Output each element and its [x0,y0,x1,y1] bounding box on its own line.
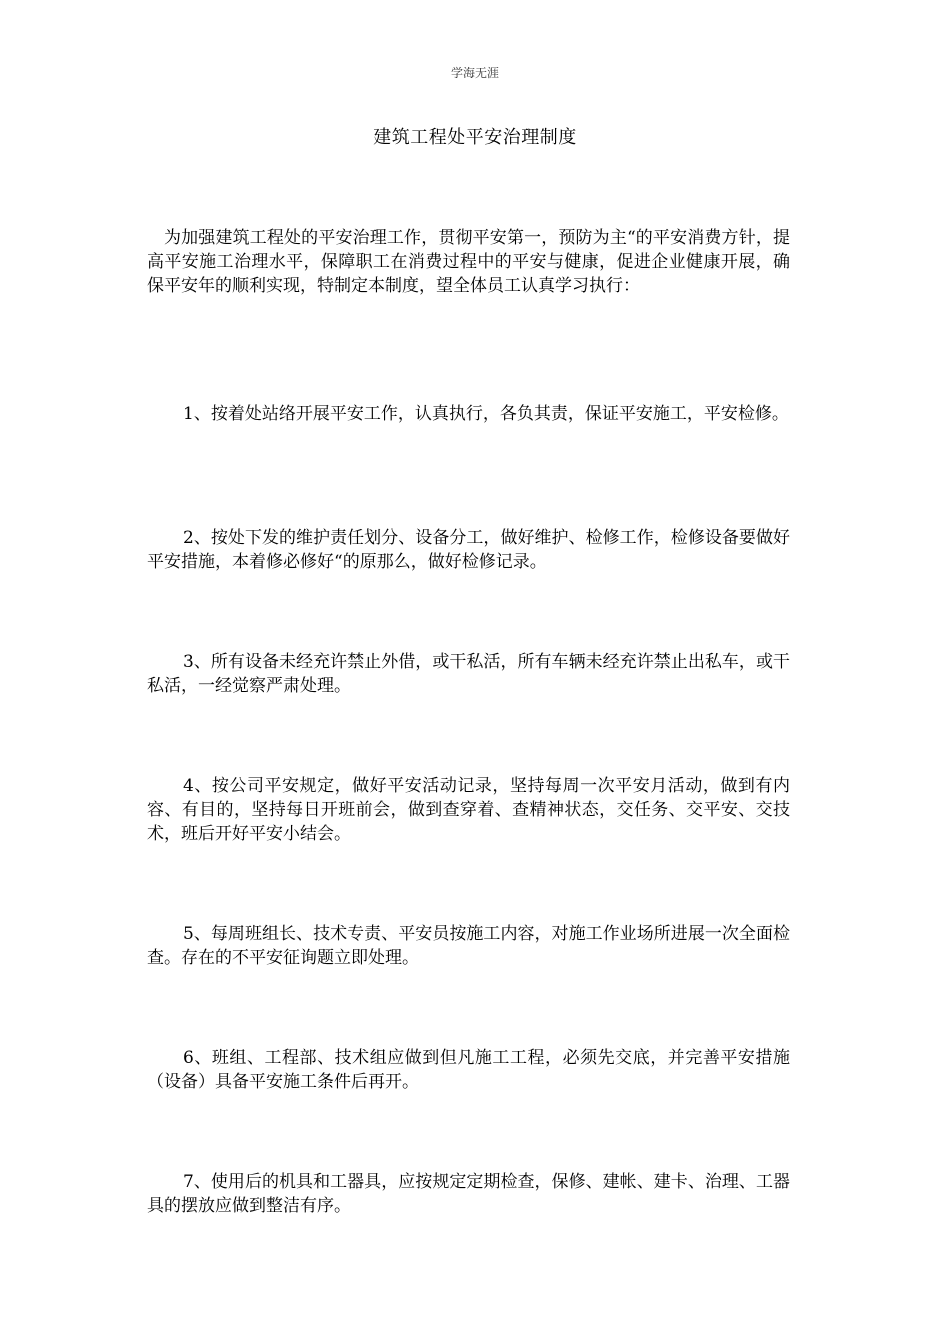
page-header: 学海无涯 [450,66,499,80]
rule-item-2: 2、按处下发的维护责任划分、设备分工，做好维护、检修工作，检修设备要做好平安措施，本着修必修好“的原那么，做好检修记录。 [147,528,790,572]
document-title: 建筑工程处平安治理制度 [373,127,577,148]
intro-paragraph: 为加强建筑工程处的平安治理工作，贯彻平安第一，预防为主“的平安消费方针，提高平安施工治理水平，保障职工在消费过程中的平安与健康，促进企业健康开展，确保平安年的顺利实现，特制定本制度，望全体员工认真学习执行： [147,228,790,296]
rule-item-7: 7、使用后的机具和工器具，应按规定定期检查，保修、建帐、建卡、治理、工器具的摆放应做到整洁有序。 [147,1172,790,1216]
rule-item-5: 5、每周班组长、技术专责、平安员按施工内容，对施工作业场所进展一次全面检查。存在的不平安征询题立即处理。 [147,924,790,968]
rule-item-4: 4、按公司平安规定，做好平安活动记录，坚持每周一次平安月活动，做到有内容、有目的，坚持每日开班前会，做到查穿着、查精神状态，交任务、交平安、交技术，班后开好平安小结会。 [147,776,790,844]
rule-item-1: 1、按着处站络开展平安工作，认真执行，各负其责，保证平安施工，平安检修。 [183,404,789,424]
rule-item-6: 6、班组、工程部、技术组应做到但凡施工工程，必须先交底，并完善平安措施（设备）具备平安施工条件后再开。 [147,1048,790,1092]
rule-item-3: 3、所有设备未经充许禁止外借，或干私活，所有车辆未经充许禁止出私车，或干私活，一经觉察严肃处理。 [147,652,790,696]
